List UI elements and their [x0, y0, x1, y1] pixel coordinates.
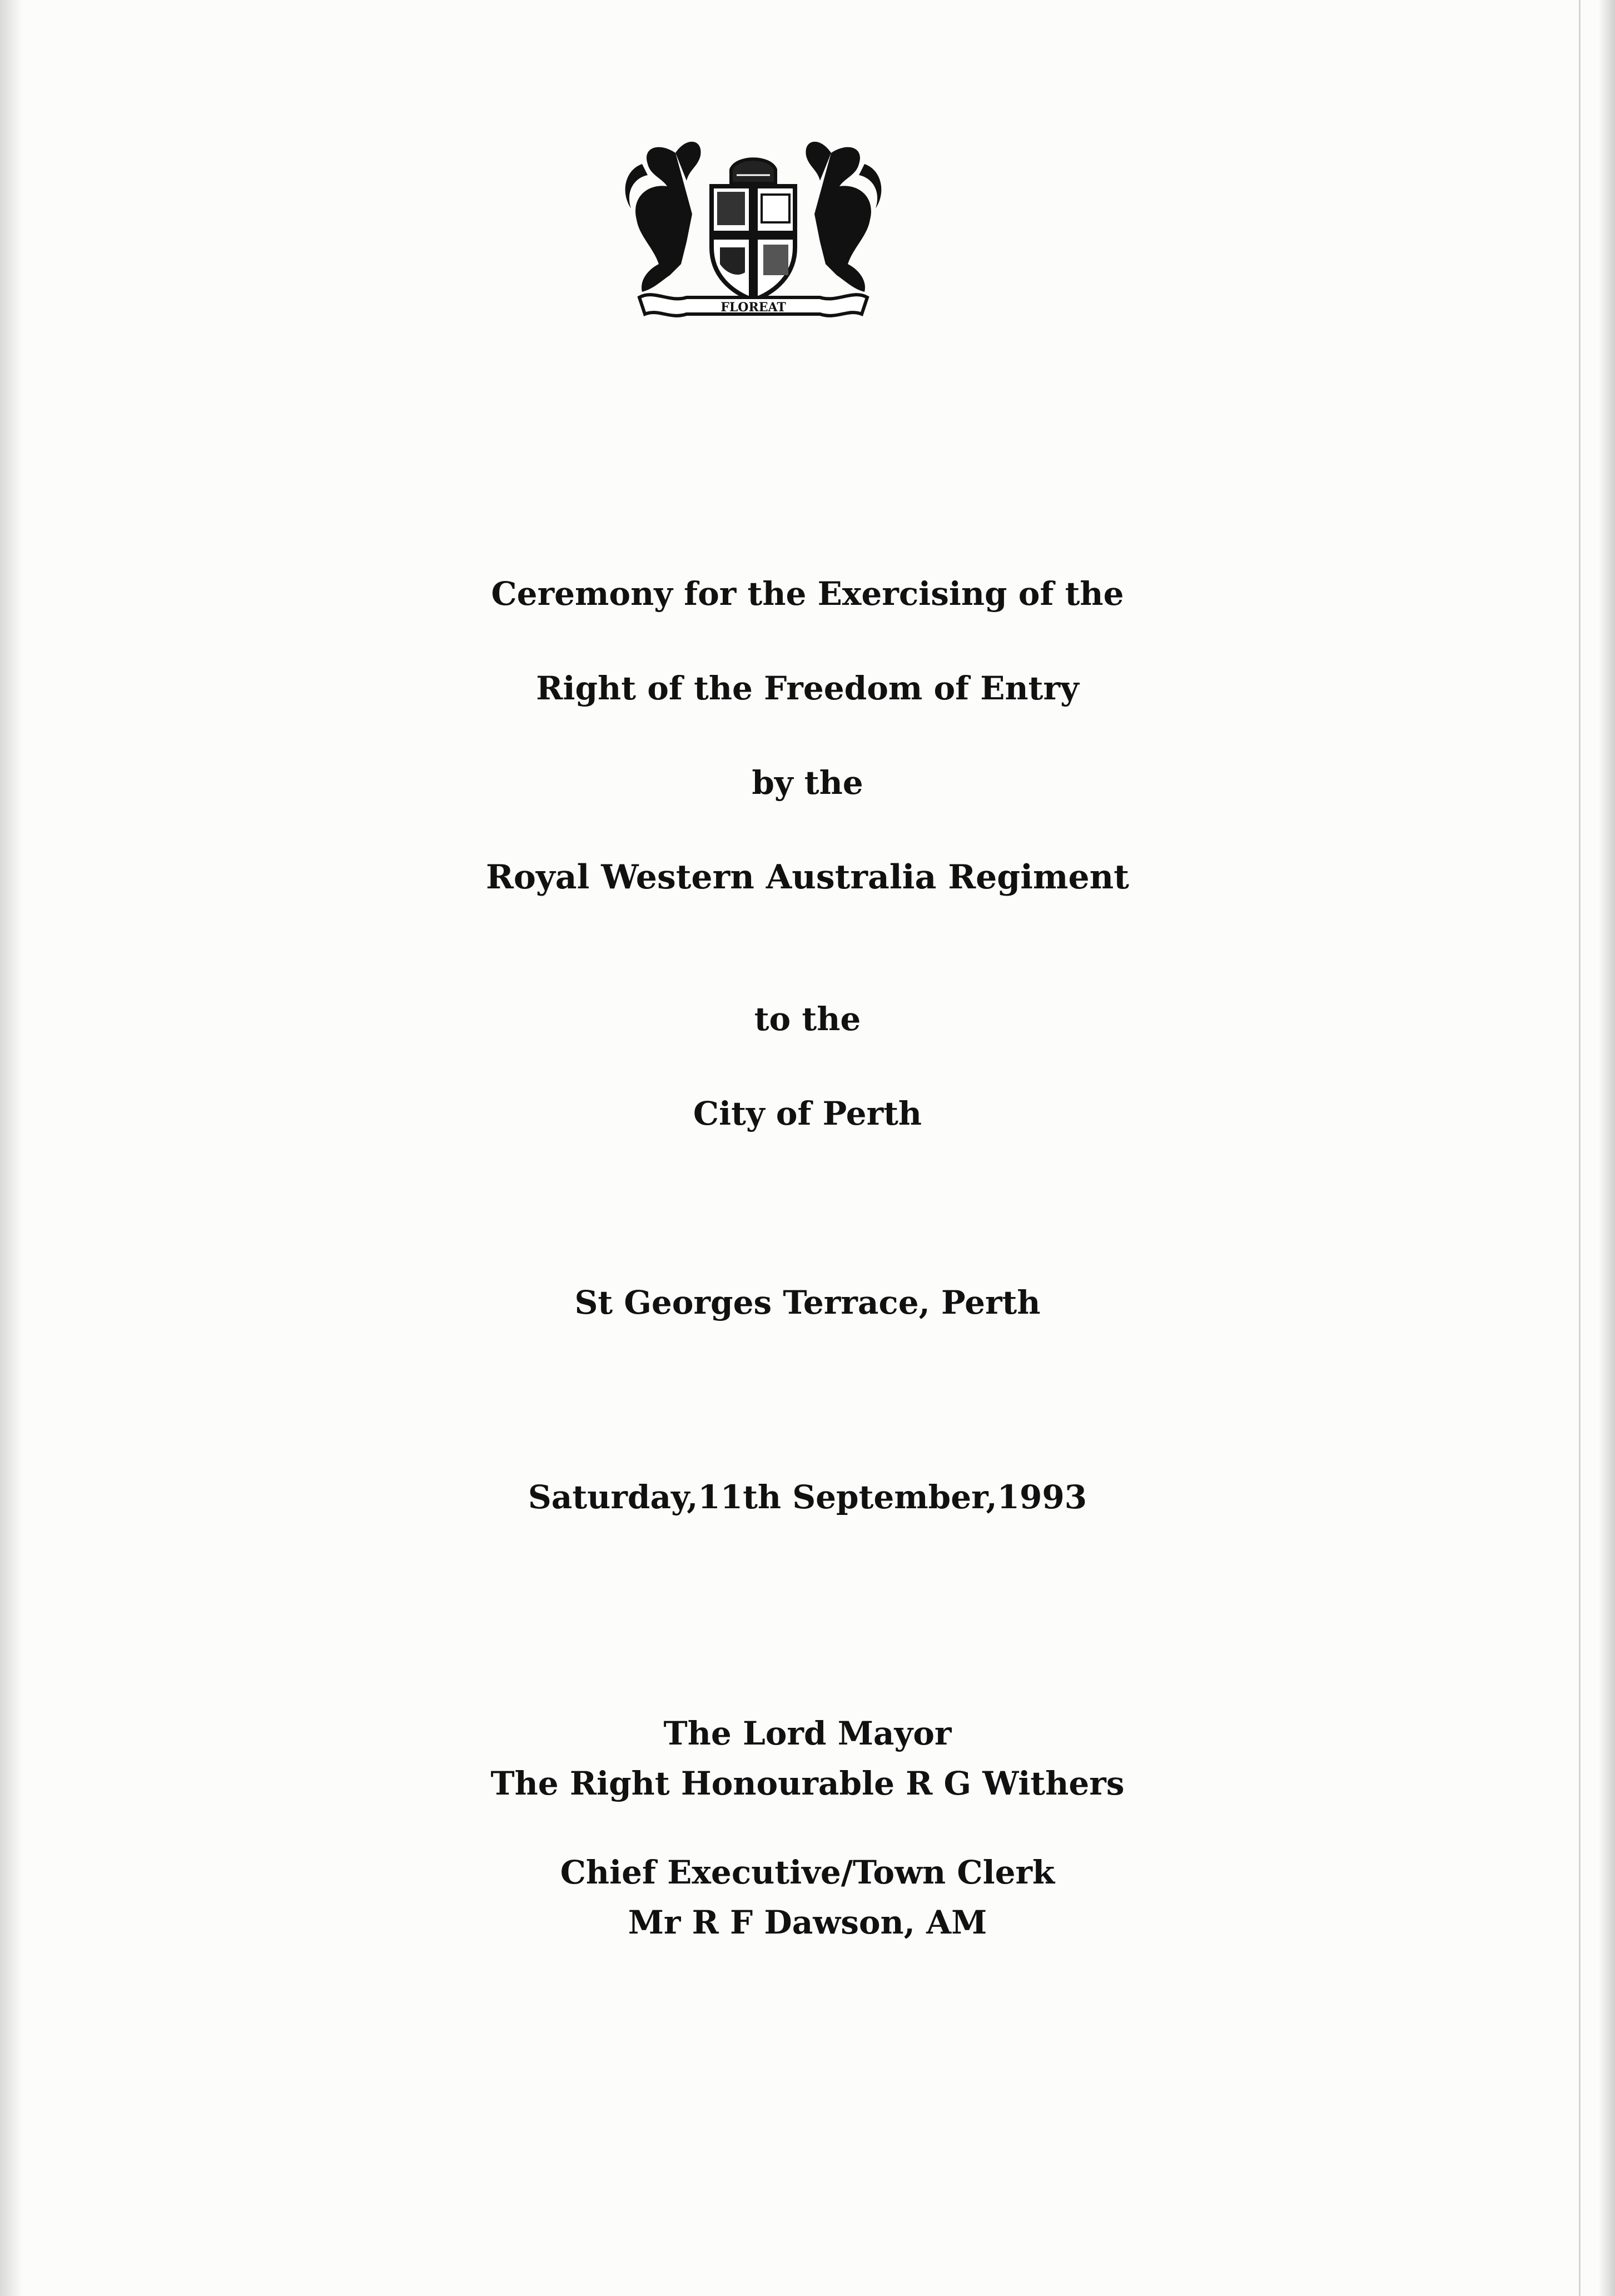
lord-mayor-title: The Lord Mayor [663, 1714, 952, 1752]
ceremony-title-by-the: by the [752, 764, 863, 802]
ceremony-title-line-2: Right of the Freedom of Entry [536, 669, 1079, 707]
ceremony-date: Saturday,11th September,1993 [528, 1478, 1087, 1516]
city-name: City of Perth [693, 1095, 922, 1132]
motto-text: FLOREAT [720, 300, 786, 315]
right-swan-supporter-icon [806, 142, 881, 292]
page-fold-line [1579, 0, 1581, 2296]
coat-of-arms-icon [609, 131, 898, 331]
ceremony-title-line-1: Ceremony for the Exercising of the [491, 575, 1124, 613]
motto-scroll-icon [639, 295, 867, 316]
ceremony-title-to-the: to the [754, 1000, 861, 1038]
regiment-name: Royal Western Australia Regiment [485, 858, 1130, 897]
shield-icon [712, 186, 795, 300]
helmet-icon [731, 159, 776, 183]
town-clerk-title: Chief Executive/Town Clerk [560, 1853, 1055, 1891]
scan-edge-right [1598, 0, 1615, 2296]
left-swan-supporter-icon [625, 142, 701, 292]
lord-mayor-name: The Right Honourable R G Withers [490, 1765, 1125, 1802]
scan-edge-left [0, 0, 22, 2296]
ceremony-location: St Georges Terrace, Perth [574, 1284, 1041, 1321]
town-clerk-name: Mr R F Dawson, AM [628, 1904, 987, 1941]
